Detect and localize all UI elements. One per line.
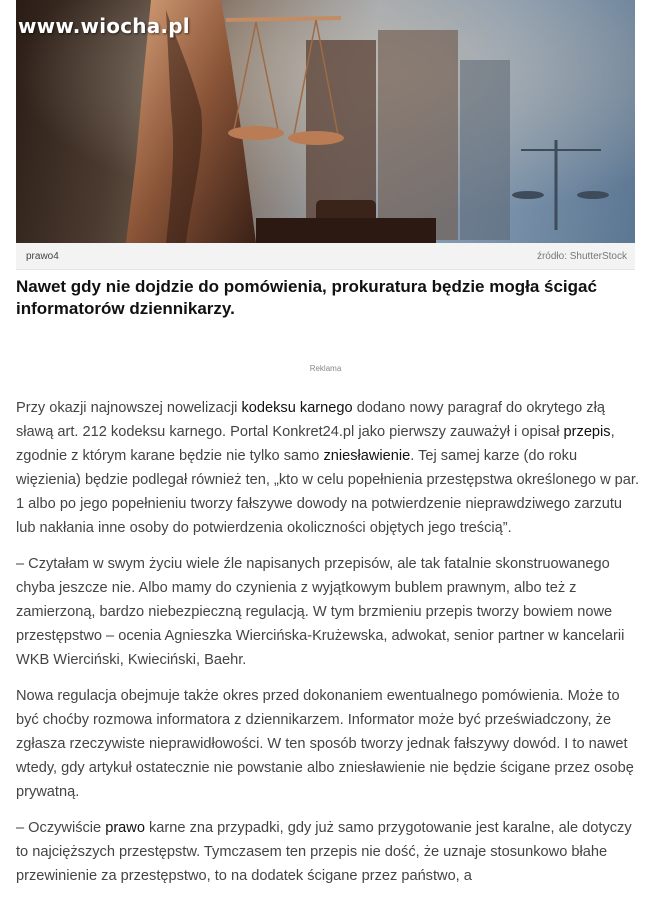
link-kodeks-karny[interactable]: kodeksu karnego (241, 400, 353, 416)
ad-label: Reklama (309, 364, 342, 373)
text-segment: – Oczywiście (16, 820, 106, 836)
article-paragraph-2: – Czytałam w swym życiu wiele źle napisanych przepisów, ale tak fatalnie skonstruowanego chyba jeszcze nie. Albo mamy do czynienia z wyjątkowym bublem prawnym, albo też z zamierzoną, bardzo niebezpieczną regulacją. W tym brzmieniu przepis tworzy bowiem nowe przestępstwo – ocenia Agnieszka Wiercińska-Krużewska, adwokat, senior partner w kancelarii WKB Wierciński, Kwieciński, Baehr. (16, 556, 625, 668)
text-segment: karne zna przypadki, gdy już samo przygotowanie jest karalne, ale dotyczy to najcięższych przestępstw. Tymczasem ten przepis nie dość, że uznaje stosunkowo błahe przewinienie za przestępstwo, to na dodatek ścigane przez państwo, a (16, 820, 632, 884)
link-przepis[interactable]: przepis (563, 424, 611, 440)
site-watermark: www.wiocha.pl (18, 14, 190, 38)
image-source: źródło: ShutterStock (536, 251, 627, 262)
text-segment: dodano nowy paragraf do okrytego złą sławą art. 212 kodeksu karnego. Portal Konkret24.pl jako pierwszy zauważył i opisał (16, 400, 605, 440)
link-prawo[interactable]: prawo (105, 820, 145, 836)
article-hero-image (16, 0, 635, 243)
link-zniesławienie[interactable]: zniesławienie (323, 448, 411, 464)
article-body (16, 396, 640, 900)
article-lead: Nawet gdy nie dojdzie do pomówienia, prokuratura będzie mogła ścigać informatorów dziennikarzy. (16, 277, 597, 318)
text-segment: , zgodnie z którym karane będzie nie tylko samo (16, 424, 615, 464)
text-segment: . Tej samej karze (do roku więzienia) będzie podlegał również ten, „kto w celu popełnienia przestępstwa określonego w par. 1 albo po jego popełnieniu tworzy fałszywe dowody na potwierdzenie nieprawdziwego zarzutu lub nakłania inne osoby do potwierdzenia okoliczności objętych jego treścią”. (16, 448, 640, 536)
text-segment: Przy okazji najnowszej nowelizacji (16, 400, 242, 416)
image-caption-bar (16, 243, 635, 270)
article-paragraph-3: Nowa regulacja obejmuje także okres przed dokonaniem ewentualnego pomówienia. Może to być choćby rozmowa informatora z dziennikarzem. Informator może być przeświadczony, że zgłasza rzeczywiste nieprawidłowości. W ten sposób tworzy jednak fałszywy dowód. I to nawet wtedy, gdy artykuł ostatecznie nie powstanie albo zniesławienie nie będzie ścigane przez osobę prywatną. (16, 688, 634, 800)
image-caption: prawo4 (26, 251, 59, 262)
article-paragraph-1 (16, 396, 640, 540)
article-paragraph-4 (16, 816, 640, 888)
